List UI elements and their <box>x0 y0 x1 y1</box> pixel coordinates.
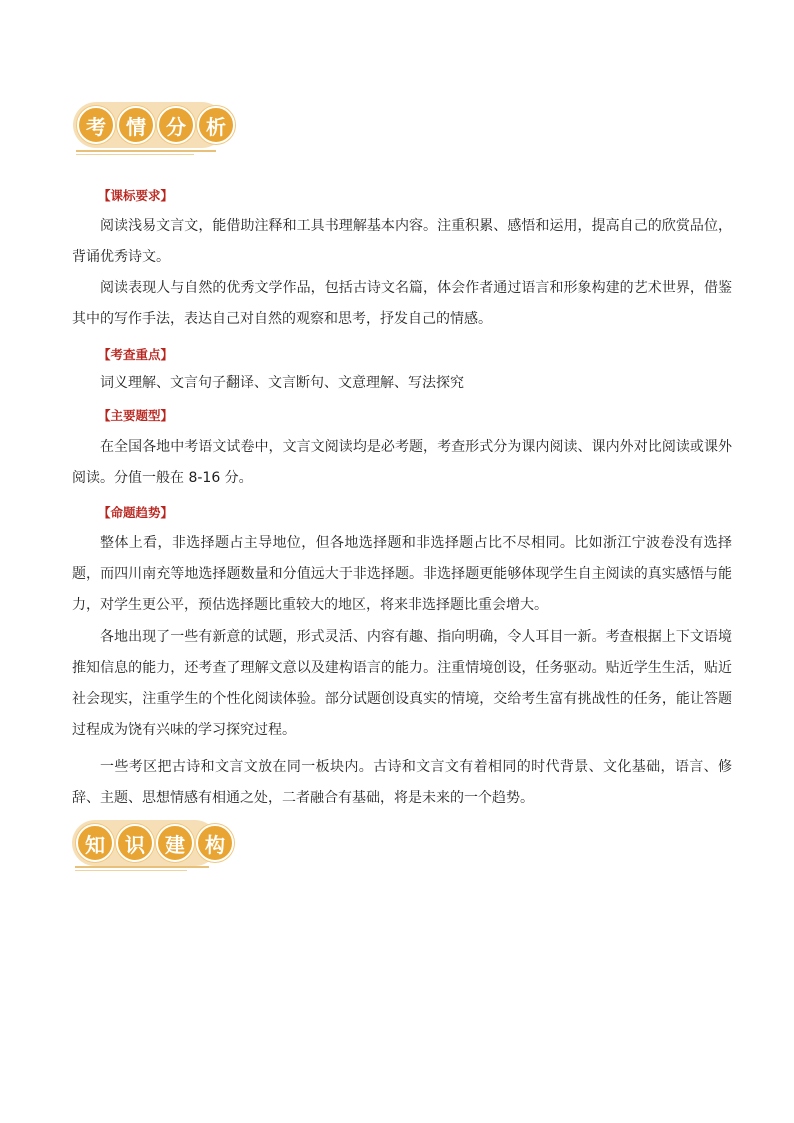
badge-char: 建 <box>156 824 194 862</box>
badge-char: 构 <box>196 824 234 862</box>
badge-char: 识 <box>116 824 154 862</box>
badge-underline <box>75 870 187 871</box>
paragraph: 各地出现了一些有新意的试题，形式灵活、内容有趣、指向明确，令人耳目一新。考查根据上下文语境推知信息的能力，还考查了理解文意以及建构语言的能力。注重情境创设，任务驱动。贴近学生生活，贴近社会现实，注重学生的个性化阅读体验。部分试题创设真实的情境，交给考生富有挑战性的任务，能让答题过程成为饶有兴味的学习探究过程。 <box>72 629 732 738</box>
badge-underline <box>76 150 216 152</box>
heading-trend: 【命题趋势】 <box>98 505 174 520</box>
badge-char: 情 <box>117 106 155 144</box>
paragraph: 一些考区把古诗和文言文放在同一板块内。古诗和文言文有着相同的时代背景、文化基础，语言、修辞、主题、思想情感有相通之处，二者融合有基础，将是未来的一个趋势。 <box>72 759 732 806</box>
heading-curriculum: 【课标要求】 <box>98 188 174 203</box>
badge-char: 析 <box>197 106 235 144</box>
paragraph: 阅读浅易文言文，能借助注释和工具书理解基本内容。注重积累、感悟和运用，提高自己的欣赏品位，背诵优秀诗文。 <box>72 218 732 265</box>
badge-underline <box>75 866 209 868</box>
paragraph: 词义理解、文言句子翻译、文言断句、文意理解、写法探究 <box>100 375 464 391</box>
badge-char: 考 <box>77 106 115 144</box>
paragraph: 在全国各地中考语文试卷中，文言文阅读均是必考题，考查形式分为课内阅读、课内外对比阅读或课外阅读。分值一般在 8-16 分。 <box>72 439 732 486</box>
paragraph: 整体上看，非选择题占主导地位，但各地选择题和非选择题占比不尽相同。比如浙江宁波卷没有选择题，而四川南充等地选择题数量和分值远大于非选择题。非选择题更能够体现学生自主阅读的真实感悟与能力，对学生更公平，预估选择题比重较大的地区，将来非选择题比重会增大。 <box>72 535 732 613</box>
paragraph: 阅读表现人与自然的优秀文学作品，包括古诗文名篇，体会作者通过语言和形象构建的艺术世界，借鉴其中的写作手法，表达自己对自然的观察和思考，抒发自己的情感。 <box>72 280 732 327</box>
heading-focus: 【考查重点】 <box>98 347 174 362</box>
badge-char: 分 <box>157 106 195 144</box>
badge-char: 知 <box>76 824 114 862</box>
section-badge-analysis <box>77 106 237 144</box>
section-badge-knowledge <box>76 824 236 862</box>
heading-types: 【主要题型】 <box>98 408 174 423</box>
badge-underline <box>76 154 194 155</box>
